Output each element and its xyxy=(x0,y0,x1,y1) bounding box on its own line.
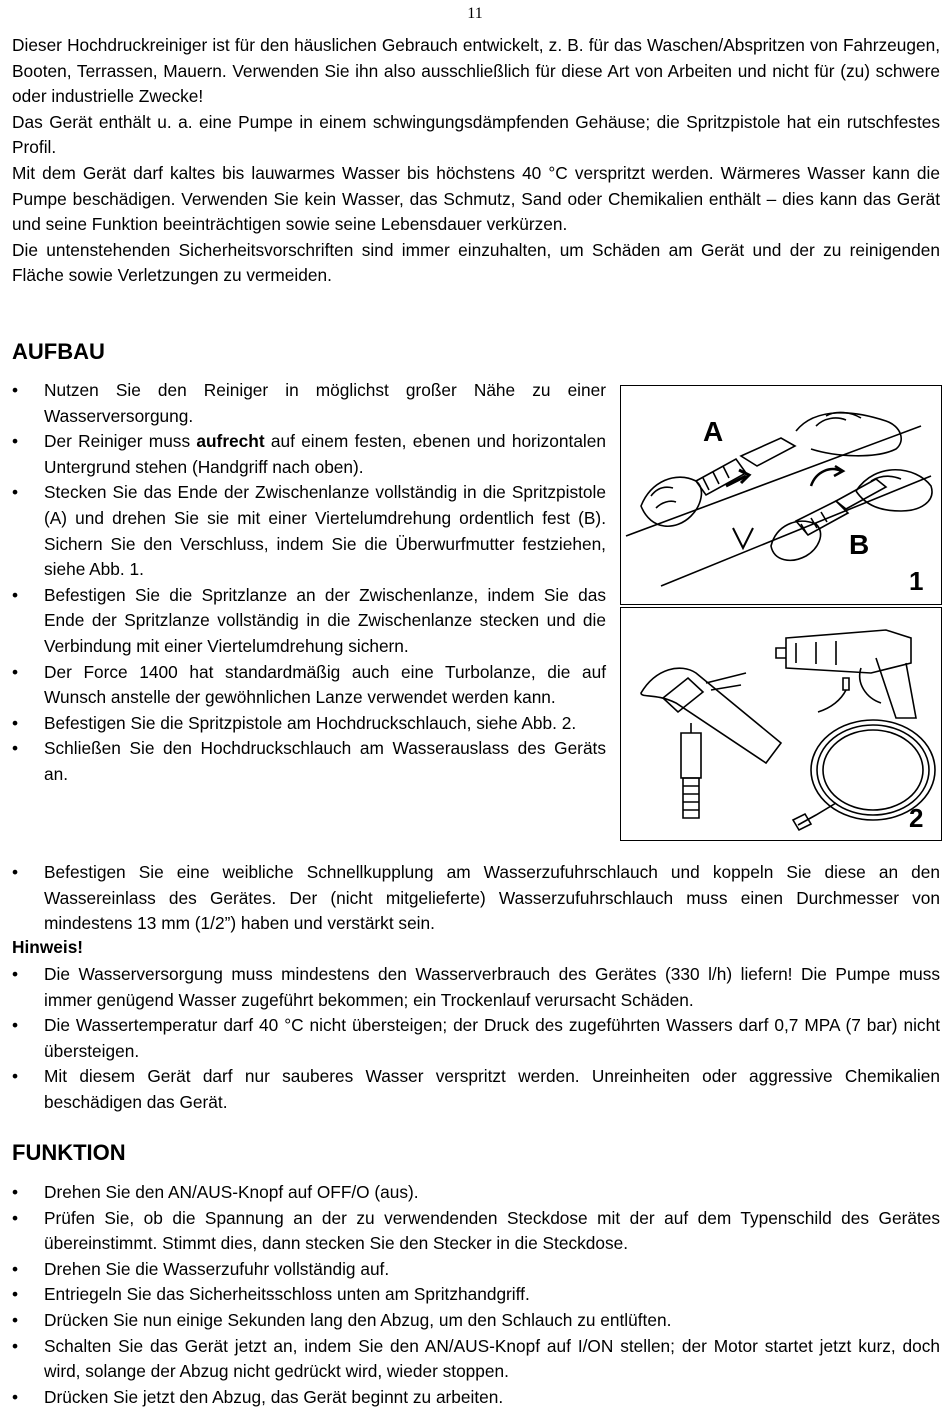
list-item: • Mit diesem Gerät darf nur sauberes Wasser verspritzt werden. Unreinheiten oder aggressive Chemikalien beschädigen das Gerät. xyxy=(12,1064,940,1115)
list-item: • Der Force 1400 hat standardmäßig auch eine Turbolanze, die auf Wunsch anstelle der gewöhnlichen Lanze verwendet werden kann. xyxy=(12,660,606,711)
list-item: • Nutzen Sie den Reiniger in möglichst großer Nähe zu einer Wasserversorgung. xyxy=(12,378,606,429)
heading-aufbau: AUFBAU xyxy=(12,339,105,364)
list-item: • Die Wasserversorgung muss mindestens den Wasserverbrauch des Gerätes (330 l/h) liefern! Die Pumpe muss immer genügend Wasser zugeführt bekommen; ein Trockenlauf verursacht Schäden. xyxy=(12,962,940,1013)
figure-number: 2 xyxy=(909,803,924,833)
intro-paragraph: Mit dem Gerät darf kaltes bis lauwarmes Wasser bis höchstens 40 °C verspritzt werden. Wärmeres Wasser kann die Pumpe beschädigen. Verwenden Sie kein Wasser, das Schmutz, Sand oder Chemikalien enthält – dies kann das Gerät und seine Funktion beeinträchtigen sowie seine Lebensdauer verkürzen. xyxy=(12,162,940,235)
list-item: • Schalten Sie das Gerät jetzt an, indem Sie den AN/AUS-Knopf auf I/ON stellen; der Motor startet jetzt kurz, doch wird, solange der Abzug nicht gedrückt wird, wieder stoppen. xyxy=(12,1334,940,1385)
intro-paragraph: Dieser Hochdruckreiniger ist für den häuslichen Gebrauch entwickelt, z. B. für das Waschen/Abspritzen von Fahrzeugen, Booten, Terrassen, Mauern. Verwenden Sie ihn also ausschließlich für diese Art von Arbeiten und nicht für (zu) schwere oder industrielle Zwecke! xyxy=(12,35,940,107)
list-item: • Drücken Sie nun einige Sekunden lang den Abzug, um den Schlauch zu entlüften. xyxy=(12,1308,940,1334)
note-label: Hinweis! xyxy=(12,937,84,957)
item-text: auf einem festen, ebenen und horizontalen Untergrund stehen (Handgriff nach oben). xyxy=(44,431,606,477)
intro-paragraph: Die untenstehenden Sicherheitsvorschriften sind immer einzuhalten, um Schäden am Gerät und der zu reinigenden Fläche sowie Verletzungen zu vermeiden. xyxy=(12,239,940,286)
aufbau-list-continued xyxy=(12,860,940,937)
heading-funktion: FUNKTION xyxy=(12,1140,126,1165)
figure-number: 1 xyxy=(909,566,924,596)
intro-text xyxy=(12,33,940,289)
list-item: • Schließen Sie den Hochdruckschlauch am Wasserauslass des Geräts an. xyxy=(12,736,606,787)
lance-assembly-illustration xyxy=(621,386,941,604)
gun-hose-illustration xyxy=(621,608,941,840)
figure-2 xyxy=(620,607,942,841)
list-item: • Befestigen Sie eine weibliche Schnellkupplung am Wasserzufuhrschlauch und koppeln Sie diese an den Wassereinlass des Gerätes. Der (nicht mitgelieferte) Wasserzufuhrschlauch muss einen Durchmesser von mindestens 13 mm (1/2”) haben und verstärkt sein. xyxy=(12,860,940,937)
figure-1 xyxy=(620,385,942,605)
list-item: • Befestigen Sie die Spritzpistole am Hochdruckschlauch, siehe Abb. 2. xyxy=(12,711,606,737)
list-item: • Drehen Sie den AN/AUS-Knopf auf OFF/O (aus). xyxy=(12,1180,940,1206)
figure-label-a: A xyxy=(703,416,724,447)
list-item: • Drücken Sie jetzt den Abzug, das Gerät beginnt zu arbeiten. xyxy=(12,1385,940,1410)
list-item: • Die Wassertemperatur darf 40 °C nicht übersteigen; der Druck des zugeführten Wassers darf 0,7 MPA (7 bar) nicht übersteigen. xyxy=(12,1013,940,1064)
list-item: • Drehen Sie die Wasserzufuhr vollständig auf. xyxy=(12,1257,940,1283)
figure-label-b: B xyxy=(849,529,870,560)
page-number: 11 xyxy=(467,5,483,22)
list-item: • Entriegeln Sie das Sicherheitsschloss unten am Spritzhandgriff. xyxy=(12,1282,940,1308)
intro-paragraph: Das Gerät enthält u. a. eine Pumpe in einem schwingungsdämpfenden Gehäuse; die Spritzpistole hat ein rutschfestes Profil. xyxy=(12,111,940,158)
list-item xyxy=(12,429,606,480)
hinweis-list xyxy=(12,962,940,1116)
emphasis-text: aufrecht xyxy=(196,431,265,452)
list-item: • Prüfen Sie, ob die Spannung an der zu verwendenden Steckdose mit der auf dem Typenschild des Gerätes übereinstimmt. Stimmt dies, dann stecken Sie den Stecker in die Steckdose. xyxy=(12,1206,940,1257)
funktion-list xyxy=(12,1180,940,1410)
item-text: Der Reiniger muss xyxy=(44,431,197,452)
aufbau-list xyxy=(12,378,606,788)
list-item: • Stecken Sie das Ende der Zwischenlanze vollständig in die Spritzpistole (A) und drehen Sie sie mit einer Viertelumdrehung ordentlich fest (B). Sichern Sie den Verschluss, indem Sie die Überwurfmutter festziehen, siehe Abb. 1. xyxy=(12,480,606,582)
list-item: • Befestigen Sie die Spritzlanze an der Zwischenlanze, indem Sie das Ende der Spritzlanze vollständig in die Zwischenlanze stecken und die Verbindung mit einer Viertelumdrehung sichern. xyxy=(12,583,606,660)
